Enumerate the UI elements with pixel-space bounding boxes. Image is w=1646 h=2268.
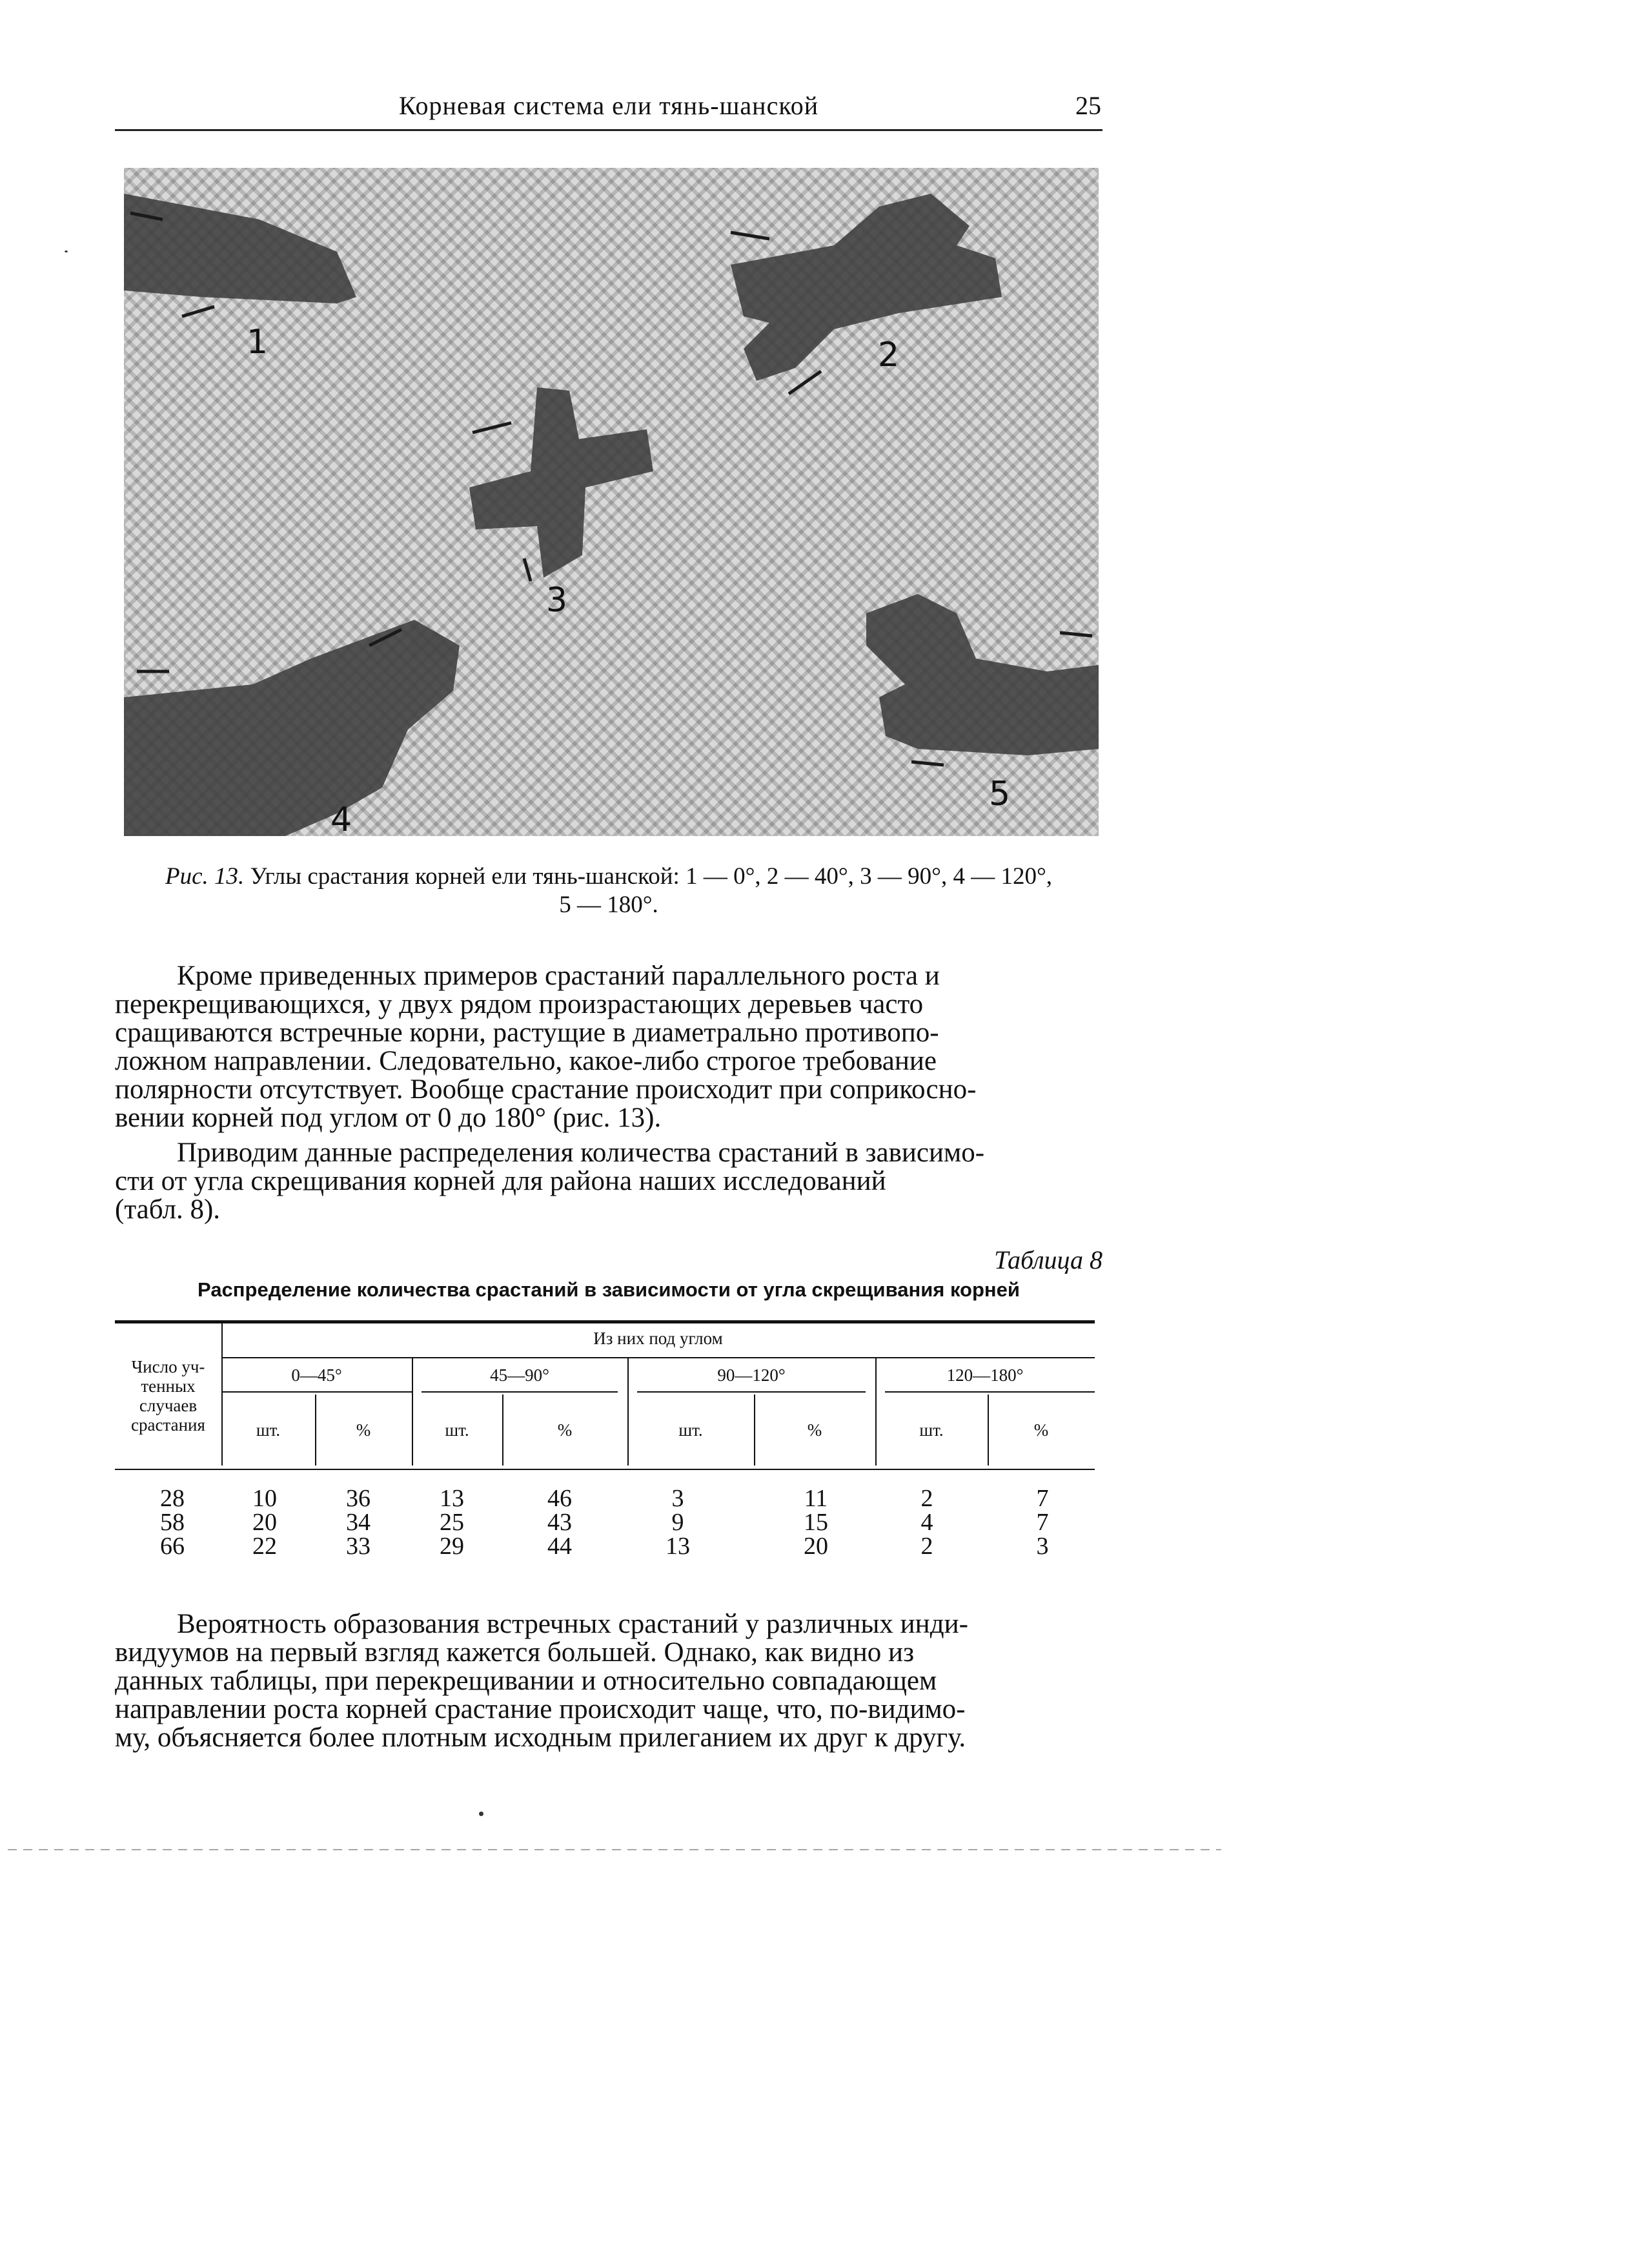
caption-line-1: Углы срастания корней ели тянь-шанской: 1 — 0°, 2 — 40°, 3 — 90°, 4 — 120°, [250, 863, 1053, 890]
p3-line: данных таблицы, при перекрещивании и относительно совпадающем [115, 1666, 937, 1696]
figure-label-5: 5 [989, 775, 1011, 813]
arrow-3a [472, 423, 511, 433]
angle-group-1: 0—45° [291, 1365, 342, 1385]
root-sample-5 [866, 594, 1099, 755]
p3-line: направлении роста корней срастание происходит чаще, что, по-видимо- [115, 1694, 966, 1724]
root-sample-3 [469, 387, 653, 578]
p1-line: вении корней под углом от 0 до 180° (рис. 13). [115, 1103, 662, 1133]
angle-group-3: 90—120° [717, 1365, 786, 1385]
figure-label-1: 1 [247, 323, 269, 362]
sub-header: шт. [919, 1420, 944, 1440]
p1-line: полярности отсутствует. Вообще срастание происходит при соприкосно- [115, 1074, 977, 1105]
p3-line: му, объясняется более плотным исходным прилеганием их друг к другу. [115, 1722, 966, 1753]
arrow-3b [524, 558, 531, 581]
p2-line: сти от угла скрещивания корней для района наших исследований [115, 1166, 886, 1196]
caption-lead: Рис. 13. [165, 863, 245, 890]
paragraph-3 [115, 1610, 1102, 1752]
sub-header: % [557, 1420, 573, 1440]
paragraph-1 [115, 962, 1102, 1132]
group-header: Из них под углом [593, 1329, 723, 1348]
sub-header: % [1033, 1420, 1049, 1440]
figure-label-2: 2 [878, 336, 900, 374]
root-sample-2 [731, 194, 1002, 381]
p1-line: ложном направлении. Следовательно, какое-либо строгое требование [115, 1046, 937, 1076]
caption-line-2: 5 — 180°. [559, 892, 658, 918]
arrow-2b [789, 371, 821, 394]
scan-speck [65, 250, 68, 252]
root-sample-1 [124, 194, 356, 303]
p1-line: Кроме приведенных примеров срастаний параллельного роста и [177, 961, 940, 991]
running-header [115, 89, 1102, 131]
figure-label-3: 3 [546, 581, 568, 620]
arrow-5b [911, 762, 944, 765]
row-header: Число уч- тенных случаев срастания [131, 1357, 205, 1435]
sub-header: % [356, 1420, 371, 1440]
p1-line: сращиваются встречные корни, растущие в диаметрально противопо- [115, 1017, 939, 1048]
page-number: 25 [1075, 91, 1101, 120]
paragraph-2 [115, 1139, 1102, 1224]
root-sample-4 [124, 620, 460, 836]
angle-group-2: 45—90° [490, 1365, 549, 1385]
p3-line: Вероятность образования встречных срастаний у различных инди- [177, 1609, 968, 1639]
scan-faint-rule [8, 1849, 1221, 1850]
sub-header: шт. [678, 1420, 703, 1440]
p3-line: видуумов на первый взгляд кажется большей. Однако, как видно из [115, 1637, 915, 1668]
p1-line: перекрещивающихся, у двух рядом произрастающих деревьев часто [115, 989, 924, 1019]
arrow-5a [1060, 633, 1092, 636]
running-title: Корневая система ели тянь-шанской [398, 91, 819, 120]
sub-header: шт. [445, 1420, 469, 1440]
angle-group-4: 120—180° [946, 1365, 1024, 1385]
p2-line: Приводим данные распределения количества срастаний в зависимо- [177, 1138, 985, 1168]
table-8-header [115, 1320, 1095, 1470]
sub-header: шт. [256, 1420, 281, 1440]
figure-13-photo [124, 168, 1099, 836]
figure-label-4: 4 [330, 801, 352, 836]
arrow-2a [731, 232, 769, 239]
scan-speck [479, 1812, 483, 1816]
sub-header: % [807, 1420, 822, 1440]
root-fusion-shapes [124, 168, 1099, 836]
figure-caption [115, 863, 1102, 919]
arrow-1b [182, 307, 214, 316]
table-number: Таблица 8 [994, 1245, 1102, 1274]
table-title: Распределение количества срастаний в зависимости от угла скрещивания корней [198, 1278, 1020, 1301]
p2-line: (табл. 8). [115, 1194, 221, 1225]
